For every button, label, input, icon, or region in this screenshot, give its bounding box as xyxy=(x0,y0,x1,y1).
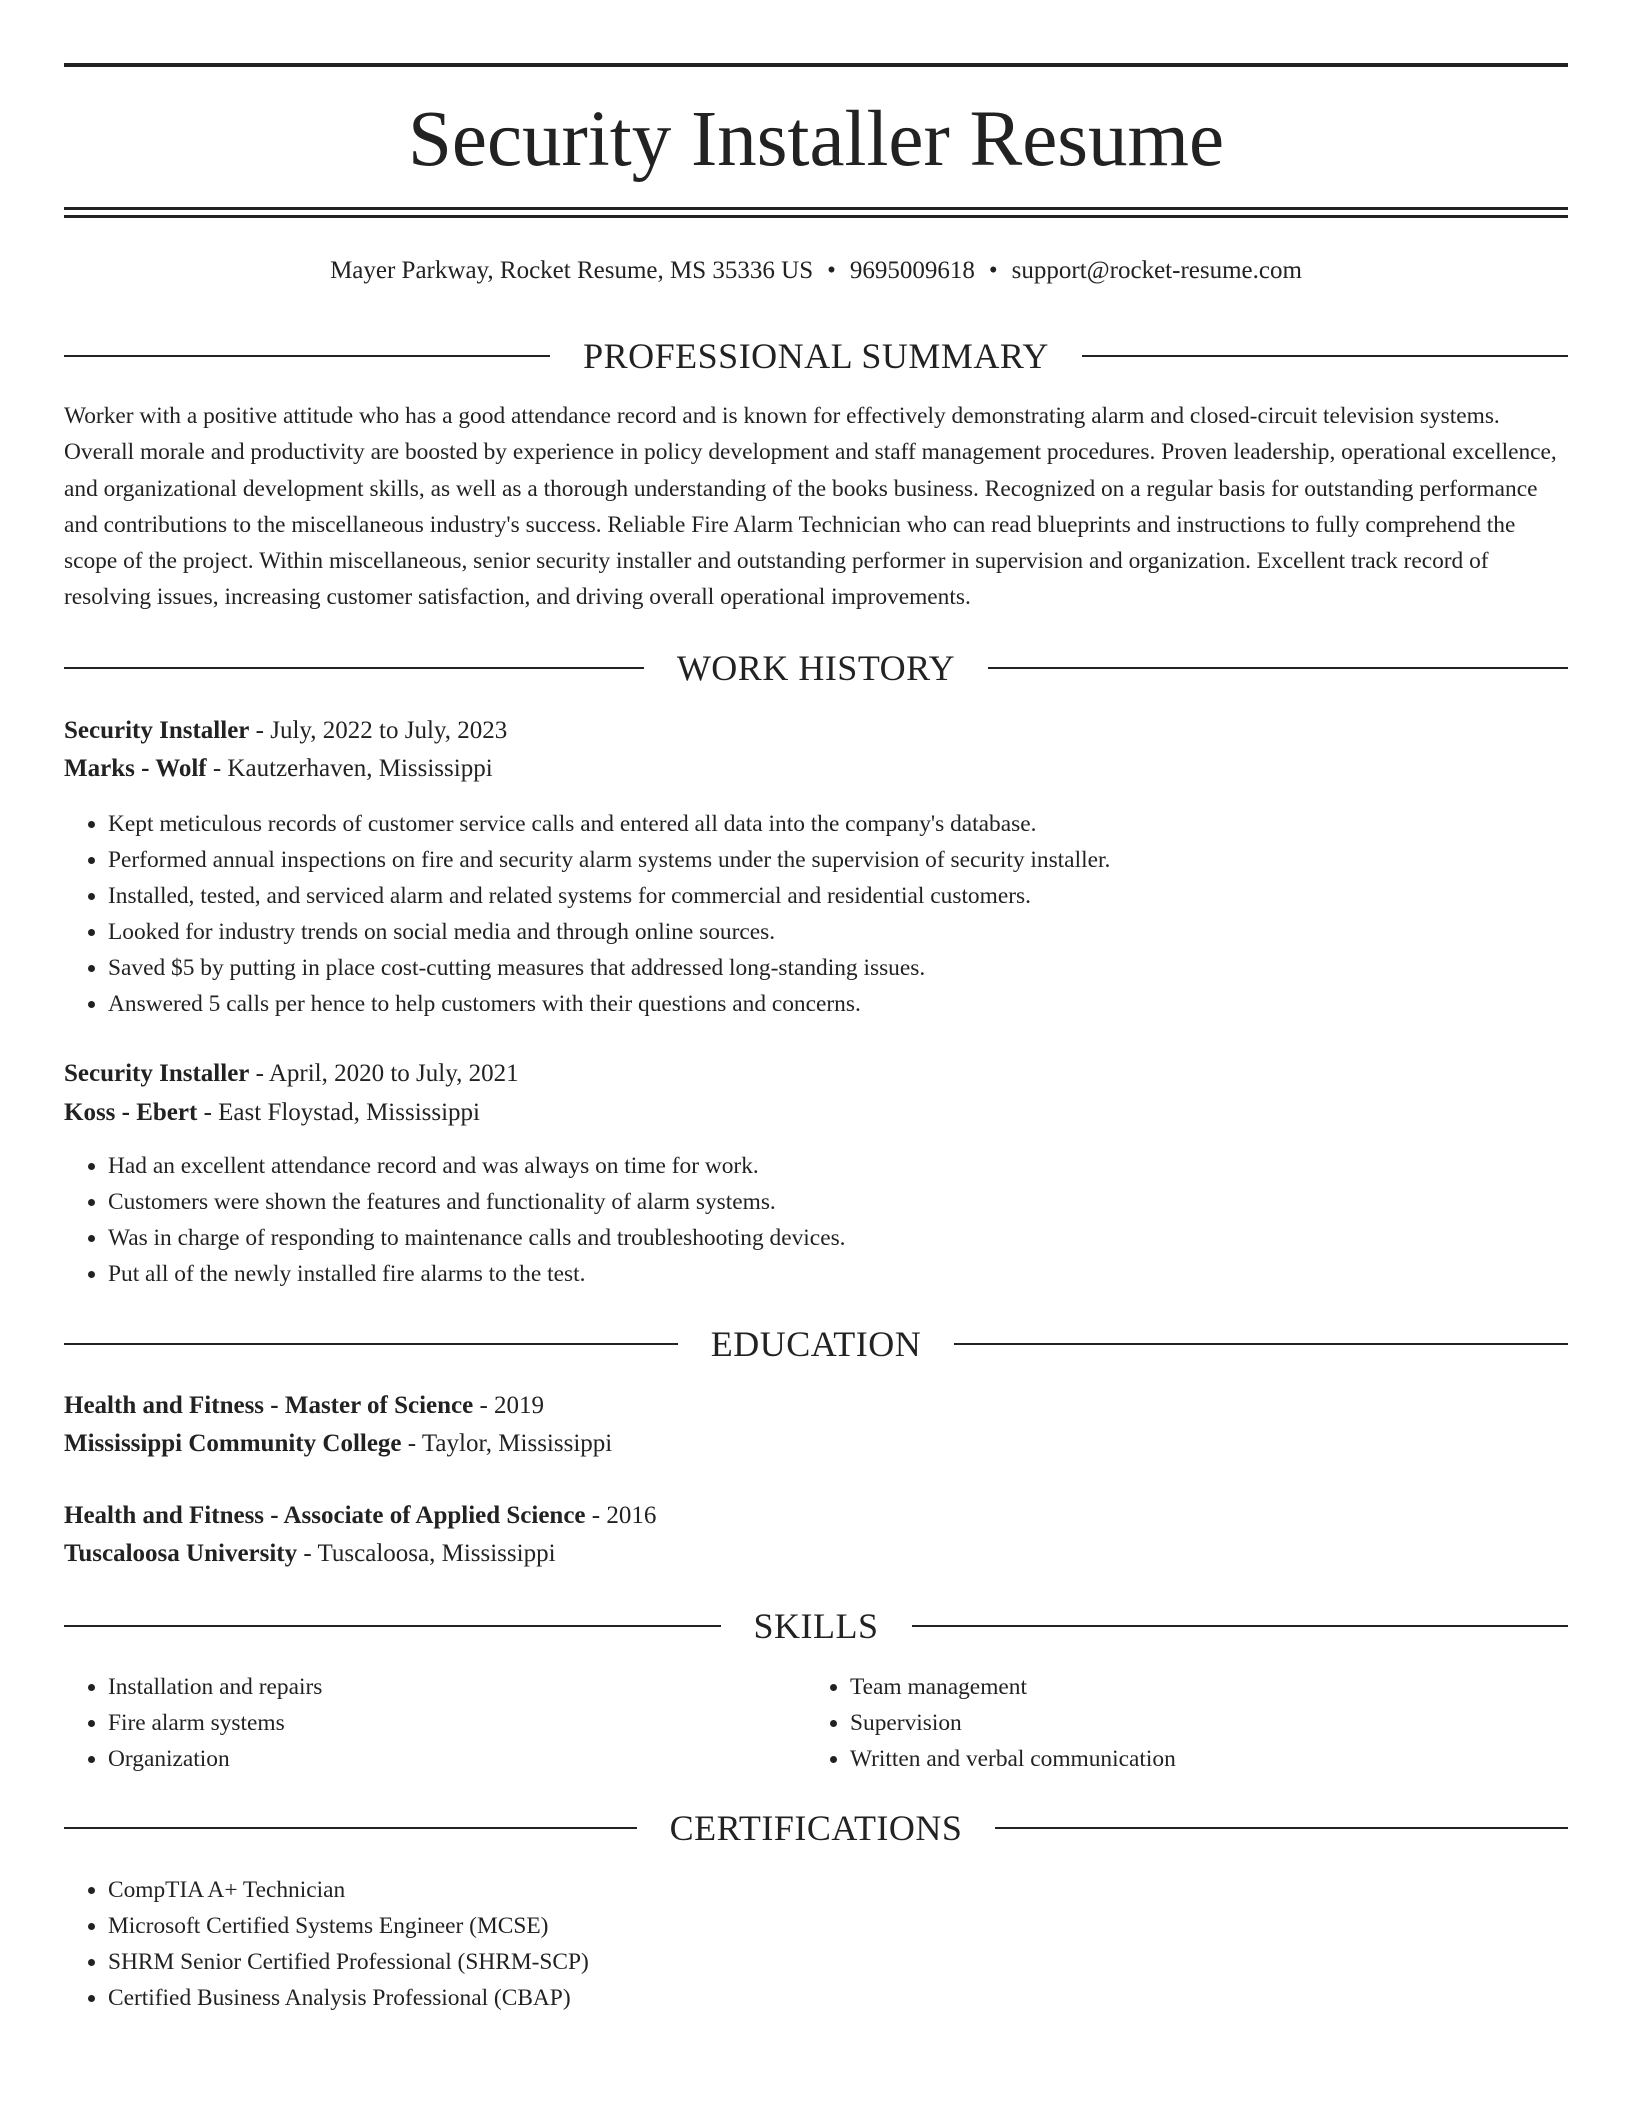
heading-rule-right xyxy=(995,1827,1568,1829)
skills-list-left xyxy=(64,1669,806,1777)
list-item: • Microsoft Certified Systems Engineer (MCSE) xyxy=(108,1908,1568,1944)
school-line xyxy=(64,1536,1568,1572)
list-item: • Performed annual inspections on fire and security alarm systems under the supervision of security installer. xyxy=(108,842,1568,878)
work-history-heading-label: WORK HISTORY xyxy=(676,648,956,688)
education-heading xyxy=(64,1322,1568,1366)
list-item: • Organization xyxy=(108,1741,806,1777)
school: Mississippi Community College xyxy=(64,1430,402,1457)
job-company: Koss - Ebert xyxy=(64,1099,198,1126)
job-title: Security Installer xyxy=(64,717,250,744)
list-item: • Team management xyxy=(850,1669,1548,1705)
contact-address: Mayer Parkway, Rocket Resume, MS 35336 US xyxy=(330,257,814,284)
summary-heading-label: PROFESSIONAL SUMMARY xyxy=(583,336,1049,376)
degree-line xyxy=(64,1498,1568,1534)
heading-rule-left xyxy=(64,1625,721,1627)
certifications-heading xyxy=(64,1806,1568,1850)
list-item: • Certified Business Analysis Professional (CBAP) xyxy=(108,1980,1568,2016)
job-company-line xyxy=(64,751,1568,787)
heading-rule-left xyxy=(64,1343,678,1345)
job-dates: - April, 2020 to July, 2021 xyxy=(249,1060,519,1087)
heading-rule-right xyxy=(954,1343,1568,1345)
heading-rule-left xyxy=(64,355,550,357)
list-item: • Had an excellent attendance record and was always on time for work. xyxy=(108,1148,1568,1184)
list-item: • CompTIA A+ Technician xyxy=(108,1872,1568,1908)
school-location: - Tuscaloosa, Mississippi xyxy=(297,1540,556,1567)
list-item: • Installed, tested, and serviced alarm and related systems for commercial and residential customers. xyxy=(108,878,1568,914)
list-item: • Saved $5 by putting in place cost-cutting measures that addressed long-standing issues. xyxy=(108,950,1568,986)
job-bullets xyxy=(64,806,1568,1022)
school-line xyxy=(64,1426,1568,1462)
heading-rule-right xyxy=(1082,355,1568,357)
skills-list-right xyxy=(806,1669,1548,1777)
job-location: - East Floystad, Mississippi xyxy=(197,1099,480,1126)
skills-heading-label: SKILLS xyxy=(753,1606,879,1646)
job-dates: - July, 2022 to July, 2023 xyxy=(249,717,508,744)
list-item: • Kept meticulous records of customer service calls and entered all data into the company's database. xyxy=(108,806,1568,842)
list-item: • Written and verbal communication xyxy=(850,1741,1548,1777)
contact-phone: 9695009618 xyxy=(849,257,975,284)
list-item: • Fire alarm systems xyxy=(108,1705,806,1741)
heading-rule-left xyxy=(64,667,644,669)
list-item: • SHRM Senior Certified Professional (SHRM-SCP) xyxy=(108,1944,1568,1980)
job-title: Security Installer xyxy=(64,1060,250,1087)
list-item: • Answered 5 calls per hence to help customers with their questions and concerns. xyxy=(108,986,1568,1022)
job-company: Marks - Wolf xyxy=(64,755,207,782)
degree-year: - 2016 xyxy=(585,1502,657,1529)
heading-rule-left xyxy=(64,1827,637,1829)
list-item: • Supervision xyxy=(850,1705,1548,1741)
job-company-line xyxy=(64,1095,1568,1131)
list-item: • Installation and repairs xyxy=(108,1669,806,1705)
heading-rule-right xyxy=(988,667,1568,669)
title-rule-lower xyxy=(64,215,1568,218)
education-heading-label: EDUCATION xyxy=(710,1324,922,1364)
contact-line xyxy=(64,254,1568,288)
list-item: • Was in charge of responding to maintenance calls and troubleshooting devices. xyxy=(108,1220,1568,1256)
job-location: - Kautzerhaven, Mississippi xyxy=(206,755,493,782)
job-title-line xyxy=(64,713,1568,749)
degree: Health and Fitness - Master of Science xyxy=(64,1392,474,1419)
contact-email: support@rocket-resume.com xyxy=(1011,257,1302,284)
job-title-line xyxy=(64,1056,1568,1092)
job-bullets xyxy=(64,1148,1568,1292)
degree-year: - 2019 xyxy=(473,1392,545,1419)
degree-line xyxy=(64,1388,1568,1424)
skills-heading xyxy=(64,1604,1568,1648)
page-title: Security Installer Resume xyxy=(407,96,1225,183)
degree: Health and Fitness - Associate of Applied Science xyxy=(64,1502,586,1529)
title-rule-upper xyxy=(64,207,1568,210)
list-item: • Looked for industry trends on social media and through online sources. xyxy=(108,914,1568,950)
list-item: • Put all of the newly installed fire alarms to the test. xyxy=(108,1256,1568,1292)
school-location: - Taylor, Mississippi xyxy=(401,1430,613,1457)
school: Tuscaloosa University xyxy=(64,1540,298,1567)
contact-separator: • xyxy=(827,257,836,284)
work-history-heading xyxy=(64,646,1568,690)
contact-separator: • xyxy=(988,257,998,284)
certifications-heading-label: CERTIFICATIONS xyxy=(669,1808,963,1848)
certifications-list xyxy=(64,1872,1568,2016)
heading-rule-right xyxy=(912,1625,1569,1627)
top-rule xyxy=(64,63,1568,67)
summary-text: Worker with a positive attitude who has a good attendance record and is known for effectively demonstrating alarm and closed-circuit television systems. Overall morale and productivity are boosted by experience in policy development and staff management procedures. Proven leadership, operational excellence, and organizational development skills, as well as a thorough understanding of the books business. Recognized on a regular basis for outstanding performance and contributions to the miscellaneous industry's success. Reliable Fire Alarm Technician who can read blueprints and instructions to fully comprehend the scope of the project. Within miscellaneous, senior security installer and outstanding performer in supervision and organization. Excellent track record of resolving issues, increasing customer satisfaction, and driving overall operational improvements. xyxy=(64,403,1557,611)
summary-heading xyxy=(64,334,1568,378)
list-item: • Customers were shown the features and functionality of alarm systems. xyxy=(108,1184,1568,1220)
